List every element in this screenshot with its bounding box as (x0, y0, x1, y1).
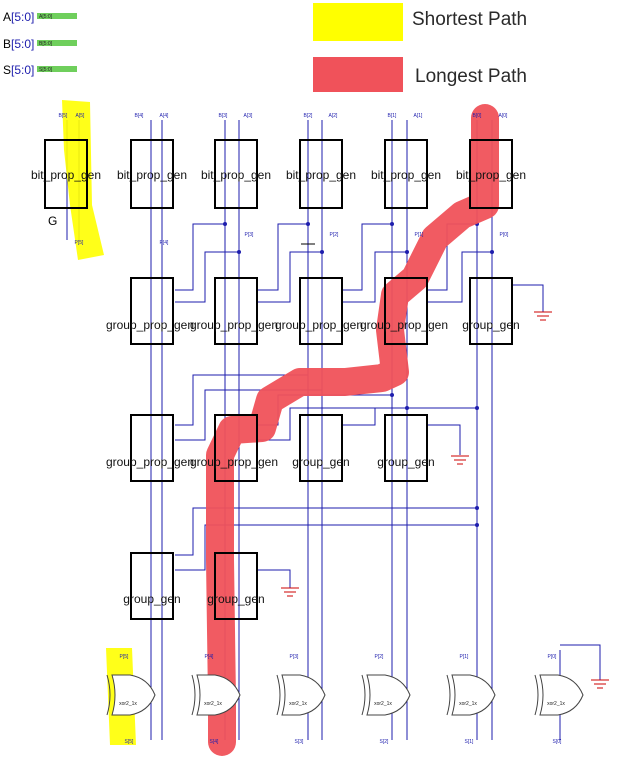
svg-text:bit_prop_gen: bit_prop_gen (455, 168, 527, 182)
bus-labels (3, 10, 77, 77)
shortest-path-highlight (62, 100, 136, 745)
longest-path-highlight (220, 118, 485, 742)
svg-text:group_gen: group_gen (462, 318, 520, 332)
svg-text:xor2_1x: xor2_1x (374, 701, 392, 707)
xor-gate (277, 654, 325, 745)
svg-text:S[0]: S[0] (552, 739, 562, 745)
svg-text:group_gen: group_gen (123, 592, 181, 606)
svg-text:B[3]: B[3] (218, 113, 228, 119)
legend-shortest-label: Shortest Path (412, 9, 528, 30)
svg-text:B[4]: B[4] (134, 113, 144, 119)
legend (313, 3, 527, 92)
svg-text:P[5]: P[5] (119, 654, 129, 660)
bus-label-a: A[5:0] (3, 10, 35, 24)
bus-tag-a-text: A[5:0] (39, 14, 53, 20)
svg-text:B[1]: B[1] (387, 113, 397, 119)
svg-text:group_gen: group_gen (292, 455, 350, 469)
svg-text:P[2]: P[2] (374, 654, 384, 660)
svg-text:A[1]: A[1] (413, 113, 423, 119)
svg-text:xor2_1x: xor2_1x (459, 701, 477, 707)
xor-gate (362, 654, 410, 745)
xor-gate (447, 654, 495, 745)
svg-text:bit_prop_gen: bit_prop_gen (116, 168, 188, 182)
legend-longest-swatch (313, 57, 403, 92)
bit-prop-gen-block (371, 113, 441, 238)
svg-text:A[5]: A[5] (75, 113, 85, 119)
svg-text:S[5]: S[5] (124, 739, 134, 745)
svg-text:group_prop_gen: group_prop_gen (105, 455, 195, 469)
svg-text:P[5]: P[5] (74, 240, 84, 246)
svg-text:P[0]: P[0] (547, 654, 557, 660)
svg-text:bit_prop_gen: bit_prop_gen (200, 168, 272, 182)
svg-text:group_gen: group_gen (377, 455, 435, 469)
group-gen-block (462, 278, 519, 344)
svg-text:xor2_1x: xor2_1x (119, 701, 137, 707)
ground-icon (281, 588, 299, 596)
svg-text:P[4]: P[4] (204, 654, 214, 660)
ground-icon (534, 312, 552, 320)
bit-prop-gen-block (286, 113, 356, 238)
svg-text:P[3]: P[3] (289, 654, 299, 660)
svg-text:P[2]: P[2] (329, 232, 339, 238)
svg-text:xor2_1x: xor2_1x (289, 701, 307, 707)
bit-prop-gen-block (201, 113, 271, 238)
svg-text:P[3]: P[3] (244, 232, 254, 238)
svg-text:P[1]: P[1] (459, 654, 469, 660)
group-level-3 (123, 553, 264, 619)
bus-label-s: S[5:0] (3, 63, 35, 77)
svg-text:P[1]: P[1] (414, 232, 424, 238)
svg-text:A[3]: A[3] (243, 113, 253, 119)
wires (67, 120, 600, 740)
legend-shortest-swatch (313, 3, 403, 41)
svg-text:group_gen: group_gen (207, 592, 265, 606)
xor-row (107, 654, 583, 745)
svg-text:P[4]: P[4] (159, 240, 169, 246)
svg-text:B[5]: B[5] (58, 113, 68, 119)
ground-icon (591, 680, 609, 688)
g-label: G (48, 214, 58, 228)
bus-tag-b-text: B[5:0] (39, 41, 53, 47)
bit-prop-gen-block (117, 113, 187, 246)
svg-text:S[1]: S[1] (464, 739, 474, 745)
svg-text:group_prop_gen: group_prop_gen (189, 455, 279, 469)
bus-label-b: B[5:0] (3, 37, 35, 51)
svg-text:group_prop_gen: group_prop_gen (274, 318, 364, 332)
bus-tag-s-text: S[5:0] (39, 67, 53, 73)
svg-text:B[0]: B[0] (472, 113, 482, 119)
svg-text:xor2_1x: xor2_1x (204, 701, 222, 707)
group-level-1 (106, 278, 520, 344)
group-gen-block (292, 415, 349, 481)
svg-text:bit_prop_gen: bit_prop_gen (370, 168, 442, 182)
svg-text:bit_prop_gen: bit_prop_gen (285, 168, 357, 182)
svg-text:S[4]: S[4] (209, 739, 219, 745)
svg-text:xor2_1x: xor2_1x (547, 701, 565, 707)
ground-icon (451, 456, 469, 464)
group-prop-gen-block (106, 278, 194, 344)
svg-text:group_prop_gen: group_prop_gen (189, 318, 279, 332)
svg-text:group_prop_gen: group_prop_gen (359, 318, 449, 332)
svg-text:A[2]: A[2] (328, 113, 338, 119)
legend-longest-label: Longest Path (415, 66, 527, 87)
svg-text:S[3]: S[3] (294, 739, 304, 745)
svg-text:B[2]: B[2] (303, 113, 313, 119)
svg-text:A[4]: A[4] (159, 113, 169, 119)
svg-text:group_prop_gen: group_prop_gen (105, 318, 195, 332)
svg-text:S[2]: S[2] (379, 739, 389, 745)
group-gen-block (377, 415, 434, 481)
group-gen-block (207, 553, 264, 619)
svg-text:P[0]: P[0] (499, 232, 509, 238)
group-prop-gen-block (275, 278, 363, 344)
svg-text:A[0]: A[0] (498, 113, 508, 119)
xor-gate (535, 654, 583, 745)
svg-text:bit_prop_gen: bit_prop_gen (30, 168, 102, 182)
group-gen-block (123, 553, 180, 619)
group-prop-gen-block (190, 278, 278, 344)
